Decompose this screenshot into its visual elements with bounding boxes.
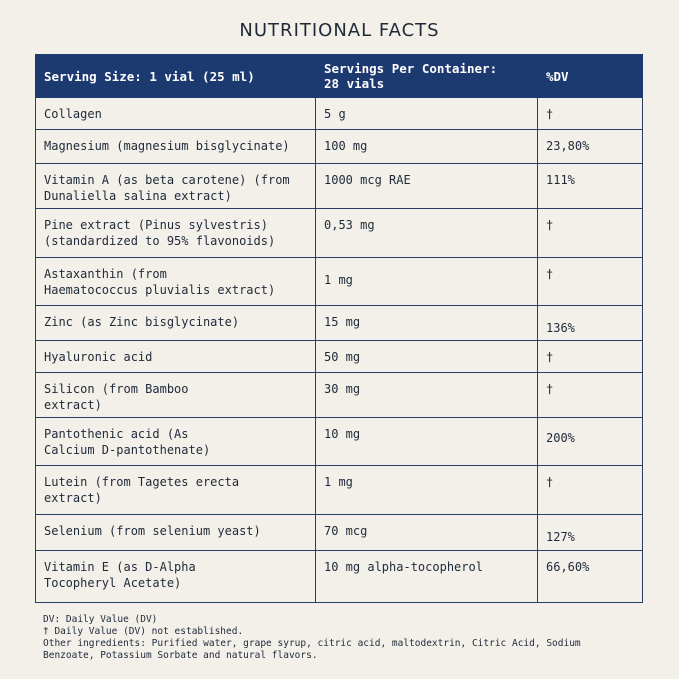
dagger-note: † Daily Value (DV) not established. [43, 626, 244, 637]
table-row [36, 341, 643, 373]
name-line: Vitamin E (as D-Alpha [44, 560, 196, 574]
nutrient-name [36, 130, 316, 164]
table-row [36, 209, 643, 258]
name-line: Lutein (from Tagetes erecta [44, 475, 240, 489]
nutrient-name [36, 373, 316, 418]
table-header-row [36, 55, 643, 98]
table-row [36, 258, 643, 306]
servings-per-container-header [316, 55, 538, 98]
nutrient-dv: 23,80% [538, 130, 643, 164]
nutrition-table [35, 54, 643, 603]
footnotes [43, 614, 643, 662]
nutrient-name [36, 551, 316, 603]
table-row [36, 551, 643, 603]
table-row [36, 418, 643, 466]
name-line: Vitamin A (as beta carotene) (from [44, 173, 290, 187]
nutrient-amount: 1 mg [316, 258, 538, 306]
nutrient-dv: † [538, 209, 643, 258]
table-row [36, 130, 643, 164]
table-row [36, 98, 643, 130]
nutrient-name [36, 209, 316, 258]
page-title: NUTRITIONAL FACTS [239, 20, 440, 41]
nutrient-name [36, 258, 316, 306]
nutrient-name [36, 306, 316, 341]
nutrient-dv: † [538, 98, 643, 130]
nutrient-amount: 10 mg [316, 418, 538, 466]
nutrient-dv: 136% [538, 306, 643, 341]
name-line: Pine extract (Pinus sylvestris) [44, 218, 268, 232]
nutrient-amount: 50 mg [316, 341, 538, 373]
nutrient-dv: 111% [538, 164, 643, 209]
nutrient-amount: 5 g [316, 98, 538, 130]
nutrient-dv: 127% [538, 515, 643, 551]
nutrient-dv: † [538, 341, 643, 373]
name-line: extract) [44, 398, 102, 412]
name-line: Calcium D-pantothenate) [44, 443, 211, 457]
dv-header: %DV [538, 55, 643, 98]
name-line: Astaxanthin (from [44, 267, 167, 281]
name-line: Pantothenic acid (As [44, 427, 189, 441]
nutrient-amount: 15 mg [316, 306, 538, 341]
servings-line-1: Servings Per Container: [324, 61, 498, 76]
nutrient-name [36, 418, 316, 466]
name-line: Haematococcus pluvialis extract) [44, 283, 276, 297]
other-ingredients-line-1: Other ingredients: Purified water, grape syrup, citric acid, maltodextrin, Citric Acid, Sodium [43, 638, 581, 649]
nutrient-amount: 10 mg alpha-tocopherol [316, 551, 538, 603]
nutrient-amount: 70 mcg [316, 515, 538, 551]
name-line: (standardized to 95% flavonoids) [44, 234, 276, 248]
name-line: extract) [44, 491, 102, 505]
name-line: Magnesium (magnesium bisglycinate) [44, 139, 290, 153]
table-row [36, 373, 643, 418]
nutrient-name [36, 341, 316, 373]
servings-line-2: 28 vials [324, 76, 385, 91]
table-row [36, 466, 643, 515]
nutrient-name [36, 466, 316, 515]
name-line: Zinc (as Zinc bisglycinate) [44, 315, 240, 329]
name-line: Hyaluronic acid [44, 350, 153, 364]
table-row [36, 306, 643, 341]
name-line: Collagen [44, 107, 102, 121]
nutrient-name [36, 515, 316, 551]
other-ingredients-line-2: Benzoate, Potassium Sorbate and natural flavors. [43, 650, 318, 661]
nutrient-amount: 1 mg [316, 466, 538, 515]
nutrient-dv: 66,60% [538, 551, 643, 603]
nutrient-dv: † [538, 373, 643, 418]
nutrient-dv: † [538, 258, 643, 306]
nutrient-name [36, 164, 316, 209]
nutrient-amount: 30 mg [316, 373, 538, 418]
dv-definition: DV: Daily Value (DV) [43, 614, 158, 625]
nutrient-amount: 1000 mcg RAE [316, 164, 538, 209]
table-row [36, 164, 643, 209]
name-line: Tocopheryl Acetate) [44, 576, 182, 590]
table-row [36, 515, 643, 551]
nutrient-dv: † [538, 466, 643, 515]
nutrient-name [36, 98, 316, 130]
name-line: Silicon (from Bamboo [44, 382, 189, 396]
nutrient-dv: 200% [538, 418, 643, 466]
nutrient-amount: 100 mg [316, 130, 538, 164]
nutrient-amount: 0,53 mg [316, 209, 538, 258]
name-line: Dunaliella salina extract) [44, 189, 232, 203]
name-line: Selenium (from selenium yeast) [44, 524, 261, 538]
serving-size-header: Serving Size: 1 vial (25 ml) [36, 55, 316, 98]
